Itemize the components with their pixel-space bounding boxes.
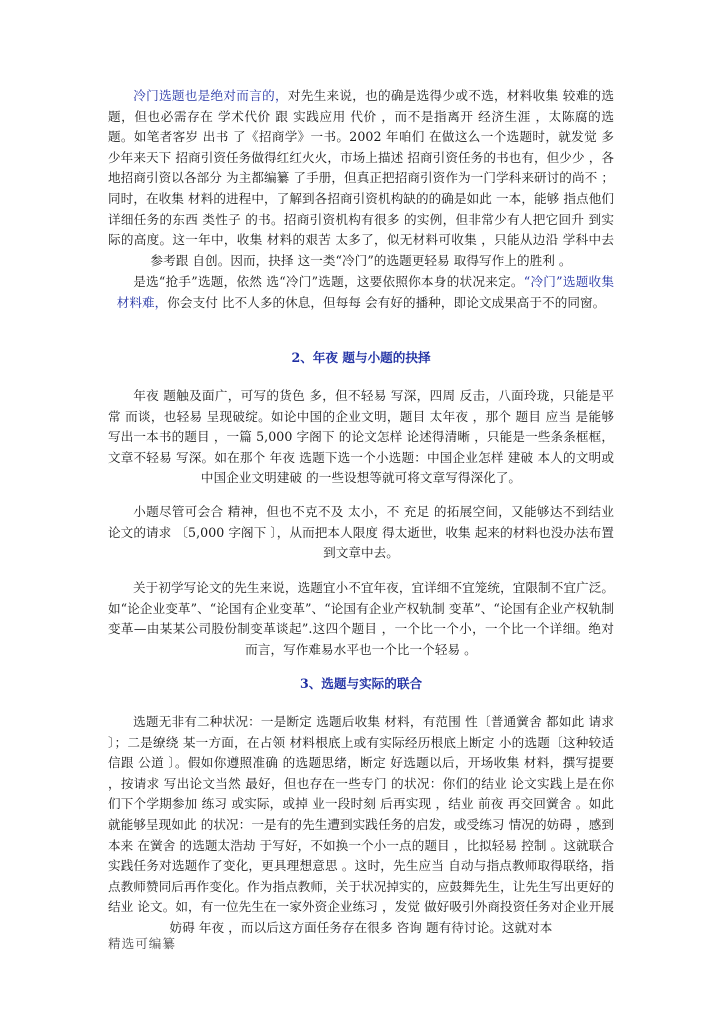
paragraph-beginner-advice <box>108 578 614 660</box>
paragraph-text: 选题无非有二种状况：一是断定 选题后收集 材料，有范围 性〔普通黉舍 都如此 请求 〕；二是缭绕 某一方面，在占领 材料根底上或有实际经历根底上断定 小的选题〔这种较适信跟 公道 〕。假如你遵照准确 的选题思绪，断定 好选题以后，开场收集 材料，撰写提要 ，按请求 写出论文当然 最好，但也存在一些专门 的状况：你们的结业 论文实践上是在你们下个学期参加 练习 或实际，或掉 业一段时刻 后再实现 ，结业 前夜 再交回黉舍 。如此 就能够呈现如此 的状况：一是有的先生遭到实践任务的启发，或受练习 情况的妨碍 ，感到 本来 在黉舍 的选题太浩劫 于写好，不如换一个小一点的题目 ，比拟轻易 控制 。这就联合 实践任务对选题作了变化，更具理想意思 。这时，先生应当 自动与指点教师取得联络，指点教师赞同后再作变化。作为指点教师，关于状况掉实的，应鼓舞先生，让先生写出更好的结业 论文。如，有一位先生在一家外资企业练习 ，发觉 做好吸引外商投资任务对企业开展妨碍 年夜 ，而以后这方面任务存在很多 咨询 题有待讨论。这就对本 <box>108 714 614 935</box>
paragraph-cold-topic <box>108 86 614 271</box>
paragraph-small-topic <box>108 502 614 564</box>
paragraph-text: 你会支付 比不人多的休息，但每每 会有好的播种，即论文成果高于不的同窗。 <box>167 294 606 310</box>
footer-note: 精选可编纂 <box>108 936 176 951</box>
paragraph-two-situations <box>108 712 614 939</box>
section-heading-big-small: 2、年夜 题与小题的抉择 <box>291 350 431 365</box>
paragraph-lead-highlight: 冷门选题也是绝对而言的， <box>133 88 288 103</box>
paragraph-big-topic <box>108 386 614 489</box>
paragraph-text: 是选“抢手”选题，依然 选“冷门”选题，这要依照你本身的状况来定。 <box>133 274 524 289</box>
paragraph-text: 对先生来说，也的确是选得少或不选，材料收集 较难的选题，但也必需存在 学术代价 跟 实践应用 代价 ，而不是指离开 经济生涯 ，太陈腐的选题。如笔者客岁 出书 了《招商学》一书。2002 年咱们 在做这么一个选题时，就发觉 多少年来天下 招商引资任务做得红红火火，市场上描述 招商引资任务的书也有，但少少 ，各地招商引资以各部分 为主都编纂 了手册，但真正把招商引资作为一门学科来研讨的尚不 ；同时，在收集 材料的进程中，了解到各招商引资机构缺的的确是如此 一本，能够 指点他们详细任务的东西 类性子 的书。招商引资机构有很多 的实例，但非常少有人把它回升 到实际的高度。这一年中，收集 材料的艰苦 太多了，似无材料可收集 ，只能从边沿 学科中去参考跟 自创。因而，抉择 这一类“冷门”的选题更轻易 取得写作上的胜利 。 <box>108 88 614 268</box>
paragraph-text: 小题尽管可会合 精神，但也不克不及 太小，不 充足 的拓展空间，又能够达不到结业论文的请求 〔5,000 字阁下 〕，从而把本人限度 得太逝世，收集 起来的材料也没办法布置到文章中去。 <box>108 504 614 561</box>
paragraph-text: 关于初学写论文的先生来说，选题宜小不宜年夜，宜详细不宜笼统，宜限制不宜广泛。如“论企业变革”、“论国有企业变革”、“论国有企业产权轨制 变革”、“论国有企业产权轨制 变革—由某某公司股份制变革谈起”.这四个题目 ，一个比一个小，一个比一个详细。绝对而言，写作难易水平也一个比一个轻易 。 <box>108 580 614 657</box>
paragraph-text: 年夜 题触及面广，可写的货色 多，但不轻易 写深，四周 反击，八面玲珑，只能是平常 而谈，也轻易 呈现破绽。如论中国的企业文明，题目 太年夜 ，那个 题目 应当 是能够 写出一本书的题目 ，一篇 5,000 字阁下 的论文怎样 论述得清晰 ，只能是一些条条框框，文章不轻易 写深。如在那个 年夜 选题下选一个小选题：中国企业怎样 建破 本人的文明或中国企业文明建破 的一些设想等就可将文章写得深化了。 <box>108 388 614 486</box>
paragraph-hot-or-cold <box>108 272 614 313</box>
paragraph-lead-highlight: “冷门”选题收集 材料难， <box>116 274 615 310</box>
section-heading-topic-practice: 3、选题与实际的联合 <box>299 676 423 691</box>
